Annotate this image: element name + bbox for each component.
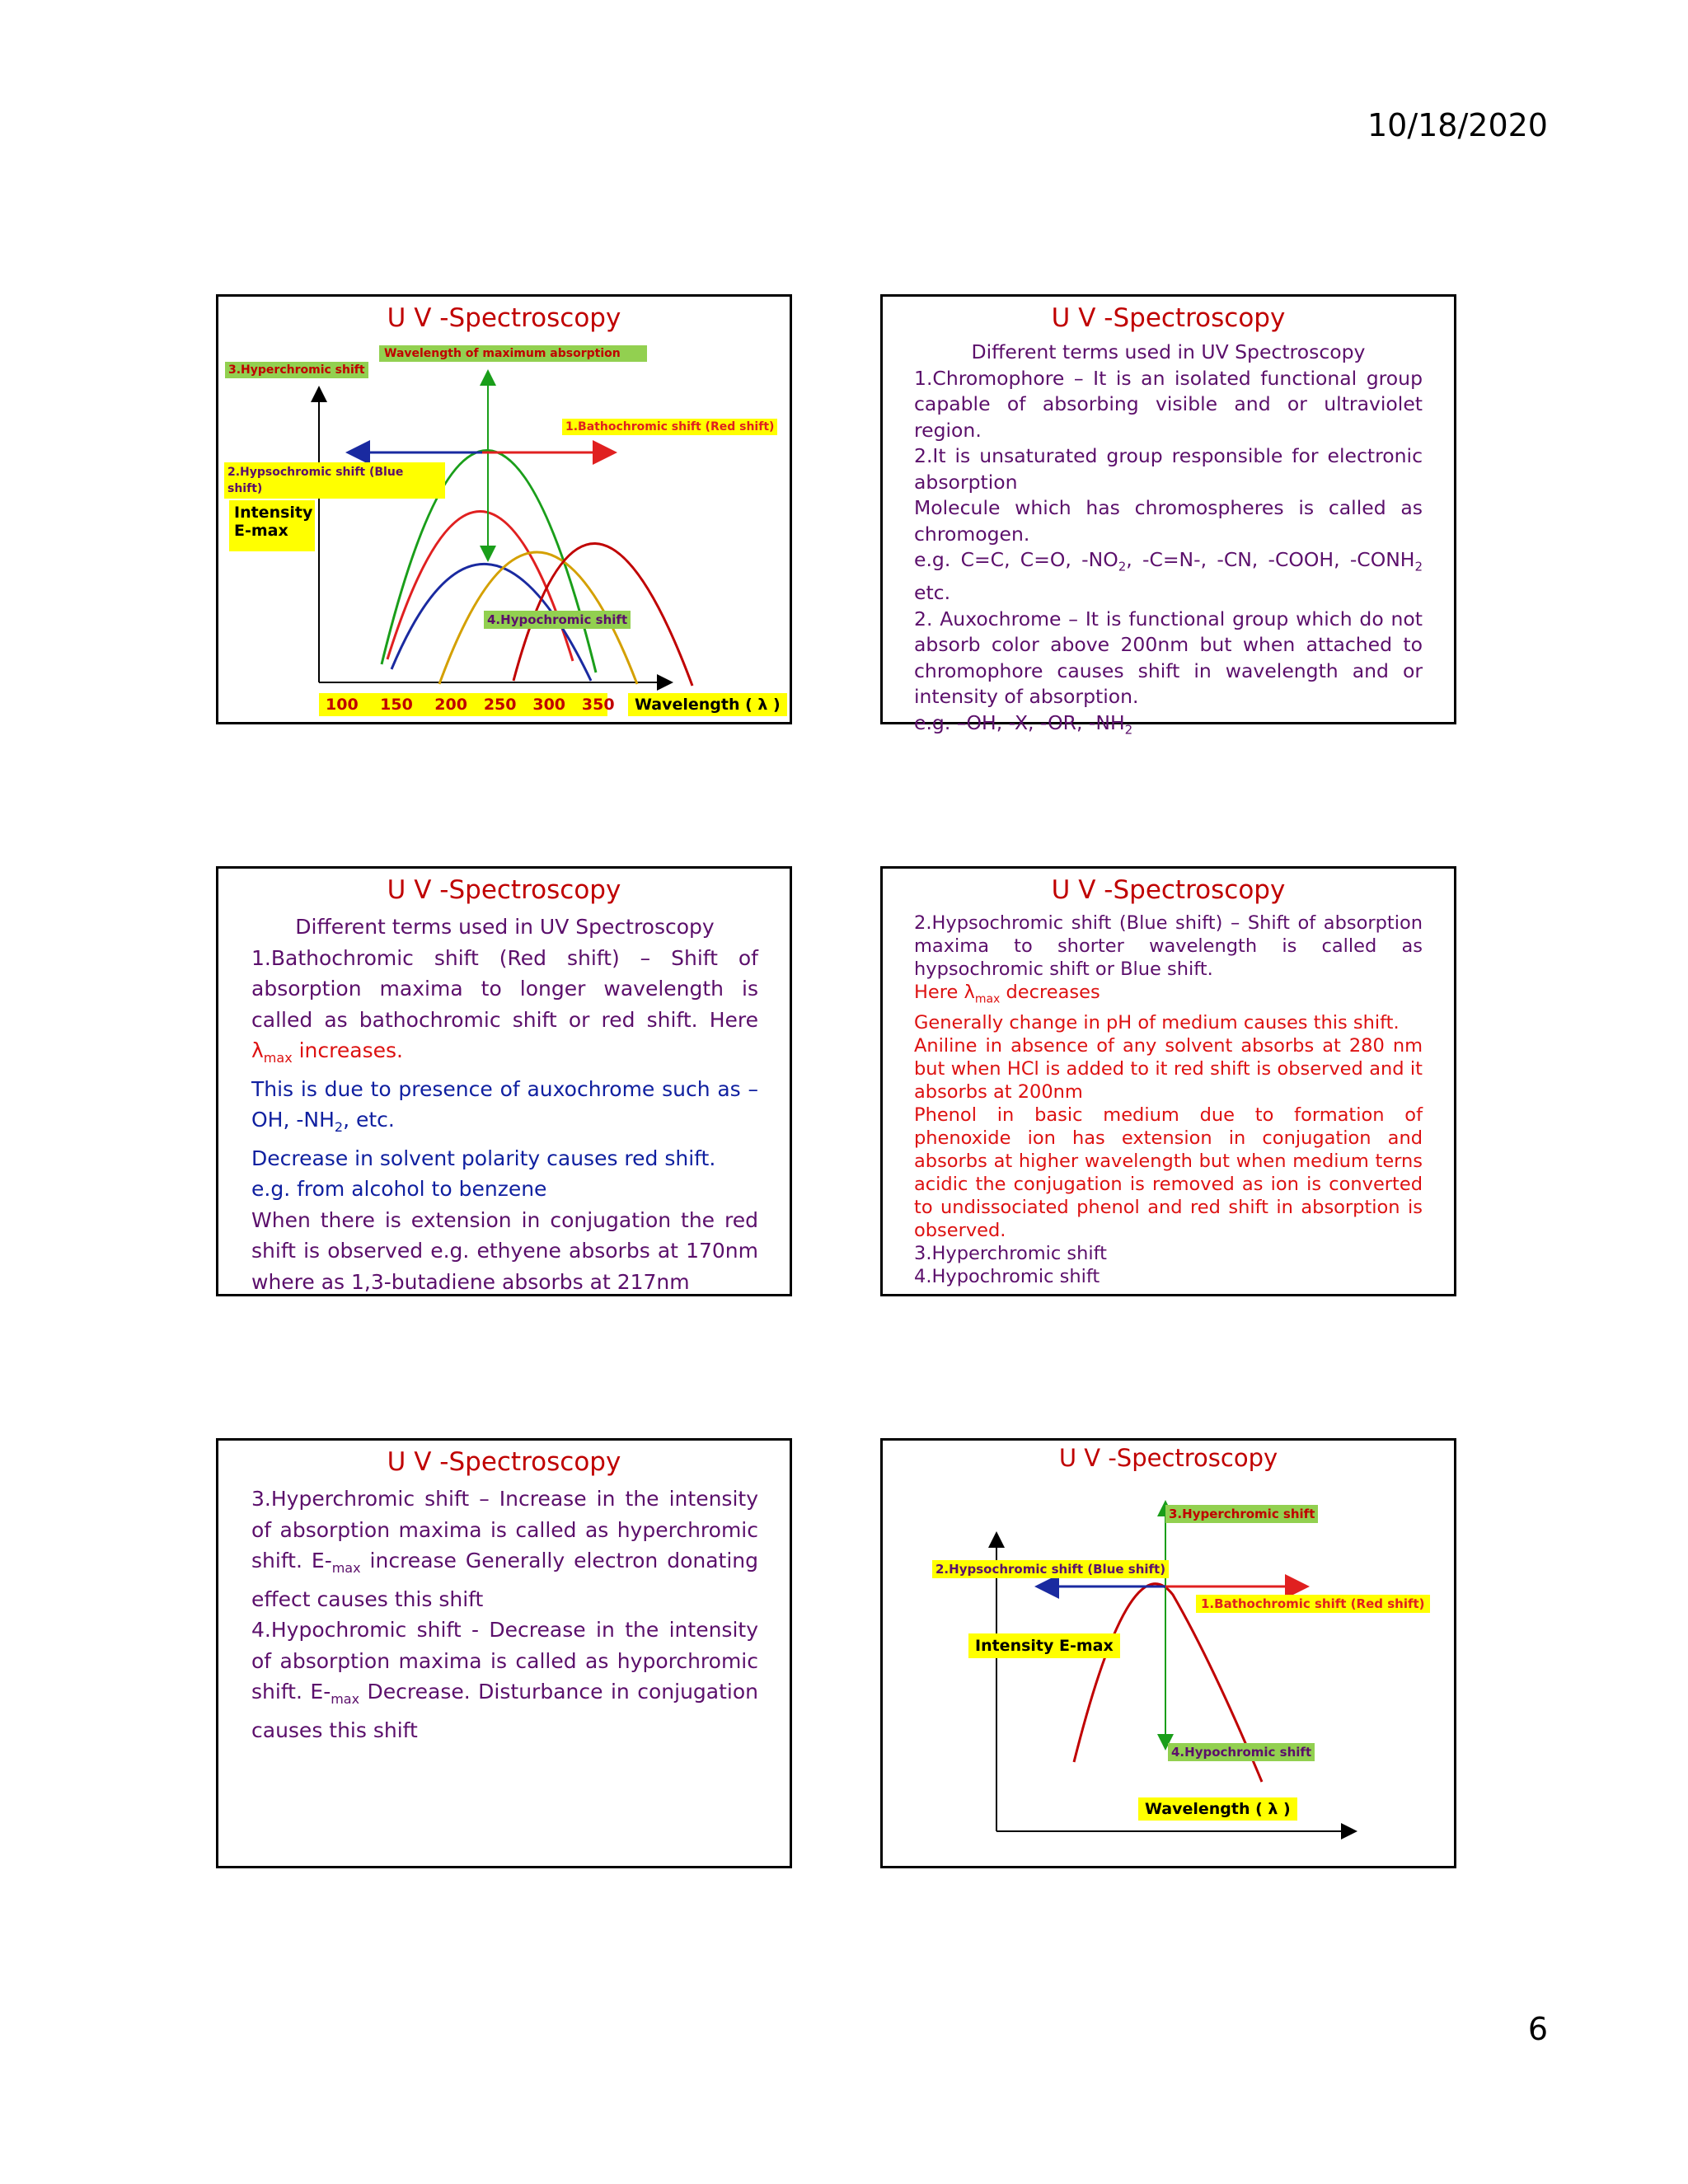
paragraph: 1.Chromophore – It is an isolated functional group capable of absorbing visible and or ultraviolet region. <box>914 366 1423 442</box>
slide-chromophore-auxochrome <box>880 294 1456 738</box>
label-hyperchromic: 3.Hyperchromic shift <box>225 362 368 378</box>
paragraph: 4.Hypochromic shift - Decrease in the intensity of absorption maxima is called as hyporchromic shift. $E-_{max}$ Decrease. Disturbance in conjugation causes this shift <box>251 1618 758 1742</box>
tick: 300 <box>532 696 566 714</box>
paragraph: Aniline in absence of any solvent absorbs at 280 nm but when HCl is added to it red shift is observed and it absorbs at 200nm <box>914 1034 1423 1103</box>
label-intensity <box>229 500 315 551</box>
slide-diagram-single-curve <box>880 1438 1456 1868</box>
slide-title: U V -Spectroscopy <box>387 303 621 333</box>
label-hypochromic: 4.Hypochromic shift <box>1168 1743 1315 1761</box>
paragraph: Phenol in basic medium due to formation of phenoxide ion has extension in conjugation and absorbs at higher wavelength but when medium terns acidic the conjugation is removed as ion is converted to undissociated phenol and red shift in absorption is observed. <box>914 1104 1423 1241</box>
slide-body <box>251 912 758 1297</box>
x-axis-label: Wavelength ( λ ) <box>1138 1797 1297 1821</box>
subtitle: Different terms used in UV Spectroscopy <box>971 340 1366 363</box>
paragraph: Here $\lambda_{max}$ decreases <box>914 982 1100 1006</box>
slide-title: U V -Spectroscopy <box>387 875 621 905</box>
x-axis-label: Wavelength ( λ ) <box>628 693 787 716</box>
paragraph: Molecule which has chromospheres is called as chromogen. <box>914 496 1423 546</box>
label-hypochromic: 4.Hypochromic shift <box>484 611 631 629</box>
label-wavelength-max: Wavelength of maximum absorption <box>379 345 647 362</box>
label-hyperchromic: 3.Hyperchromic shift <box>1165 1505 1318 1523</box>
page-number: 6 <box>1527 2011 1548 2047</box>
slide-bathochromic <box>216 866 792 1296</box>
tick: 100 <box>326 696 359 714</box>
label-hypsochromic: 2.Hypsochromic shift (Blue shift) <box>224 462 445 499</box>
slide-diagram-shifts <box>216 294 792 724</box>
paragraph: 3.Hyperchromic shift <box>914 1242 1108 1264</box>
label-intensity-line1: Intensity <box>234 504 313 522</box>
slide-hypsochromic <box>880 866 1456 1296</box>
label-bathochromic: 1.Bathochromic shift (Red shift) <box>1196 1595 1430 1613</box>
page-date: 10/18/2020 <box>1367 107 1548 143</box>
slide-body <box>251 1483 758 1746</box>
paragraph: Decrease in solvent polarity causes red shift. <box>251 1146 716 1170</box>
label-intensity-line2: E-max <box>234 522 288 540</box>
subtitle: Different terms used in UV Spectroscopy <box>295 915 715 939</box>
label-hypsochromic: 2.Hypsochromic shift (Blue shift) <box>932 1560 1169 1578</box>
tick: 200 <box>434 696 467 714</box>
tick: 250 <box>483 696 517 714</box>
paragraph: When there is extension in conjugation the red shift is observed e.g. ethyene absorbs at 170nm where as 1,3-butadiene absorbs at 217nm <box>251 1207 758 1294</box>
slide-body <box>914 912 1423 1288</box>
slide-title: U V -Spectroscopy <box>1051 303 1286 333</box>
tick: 150 <box>380 696 413 714</box>
paragraph: e.g. –OH, -X, -OR, $-NH_2$ <box>914 710 1133 738</box>
label-intensity: Intensity E-max <box>968 1633 1120 1658</box>
paragraph: 1.Bathochromic shift (Red shift) – Shift of absorption maxima to longer wavelength is called as bathochromic shift or red shift. Here $\lambda_{max}$ increases. <box>251 945 758 1066</box>
paragraph: e.g. C=C, C=O, $-NO_2$, -C=N-, -CN, -COOH, $-CONH_2$ etc. <box>914 548 1423 605</box>
paragraph: 2. Auxochrome – It is functional group which do not absorb color above 200nm but when attached to chromophore causes shift in wavelength and or intensity of absorption. <box>914 607 1423 709</box>
x-axis-ticks <box>319 693 615 716</box>
red-curve <box>387 511 573 661</box>
slide-hyper-hypo-chromic <box>216 1438 792 1868</box>
label-bathochromic: 1.Bathochromic shift (Red shift) <box>562 419 777 435</box>
paragraph: 4.Hypochromic shift <box>914 1265 1100 1287</box>
slide-title: U V -Spectroscopy <box>387 1447 621 1477</box>
paragraph: 3.Hyperchromic shift – Increase in the intensity of absorption maxima is called as hyperchromic shift. $E-_{max}$ increase Generally electron donating effect causes this shift <box>251 1487 758 1611</box>
slide-title: U V -Spectroscopy <box>1058 1444 1278 1472</box>
slide-body <box>914 340 1423 743</box>
tick: 350 <box>581 696 615 714</box>
slide-title: U V -Spectroscopy <box>1051 875 1286 905</box>
paragraph: e.g. from alcohol to benzene <box>251 1177 547 1201</box>
paragraph: Generally change in pH of medium causes this shift. <box>914 1011 1400 1033</box>
paragraph: 2.Hypsochromic shift (Blue shift) – Shift of absorption maxima to shorter wavelength is called as hypsochromic shift or Blue shift. <box>914 912 1423 980</box>
paragraph: This is due to presence of auxochrome such as –OH, $-NH_2$, etc. <box>251 1076 758 1135</box>
paragraph: 2.It is unsaturated group responsible for electronic absorption <box>914 444 1423 494</box>
